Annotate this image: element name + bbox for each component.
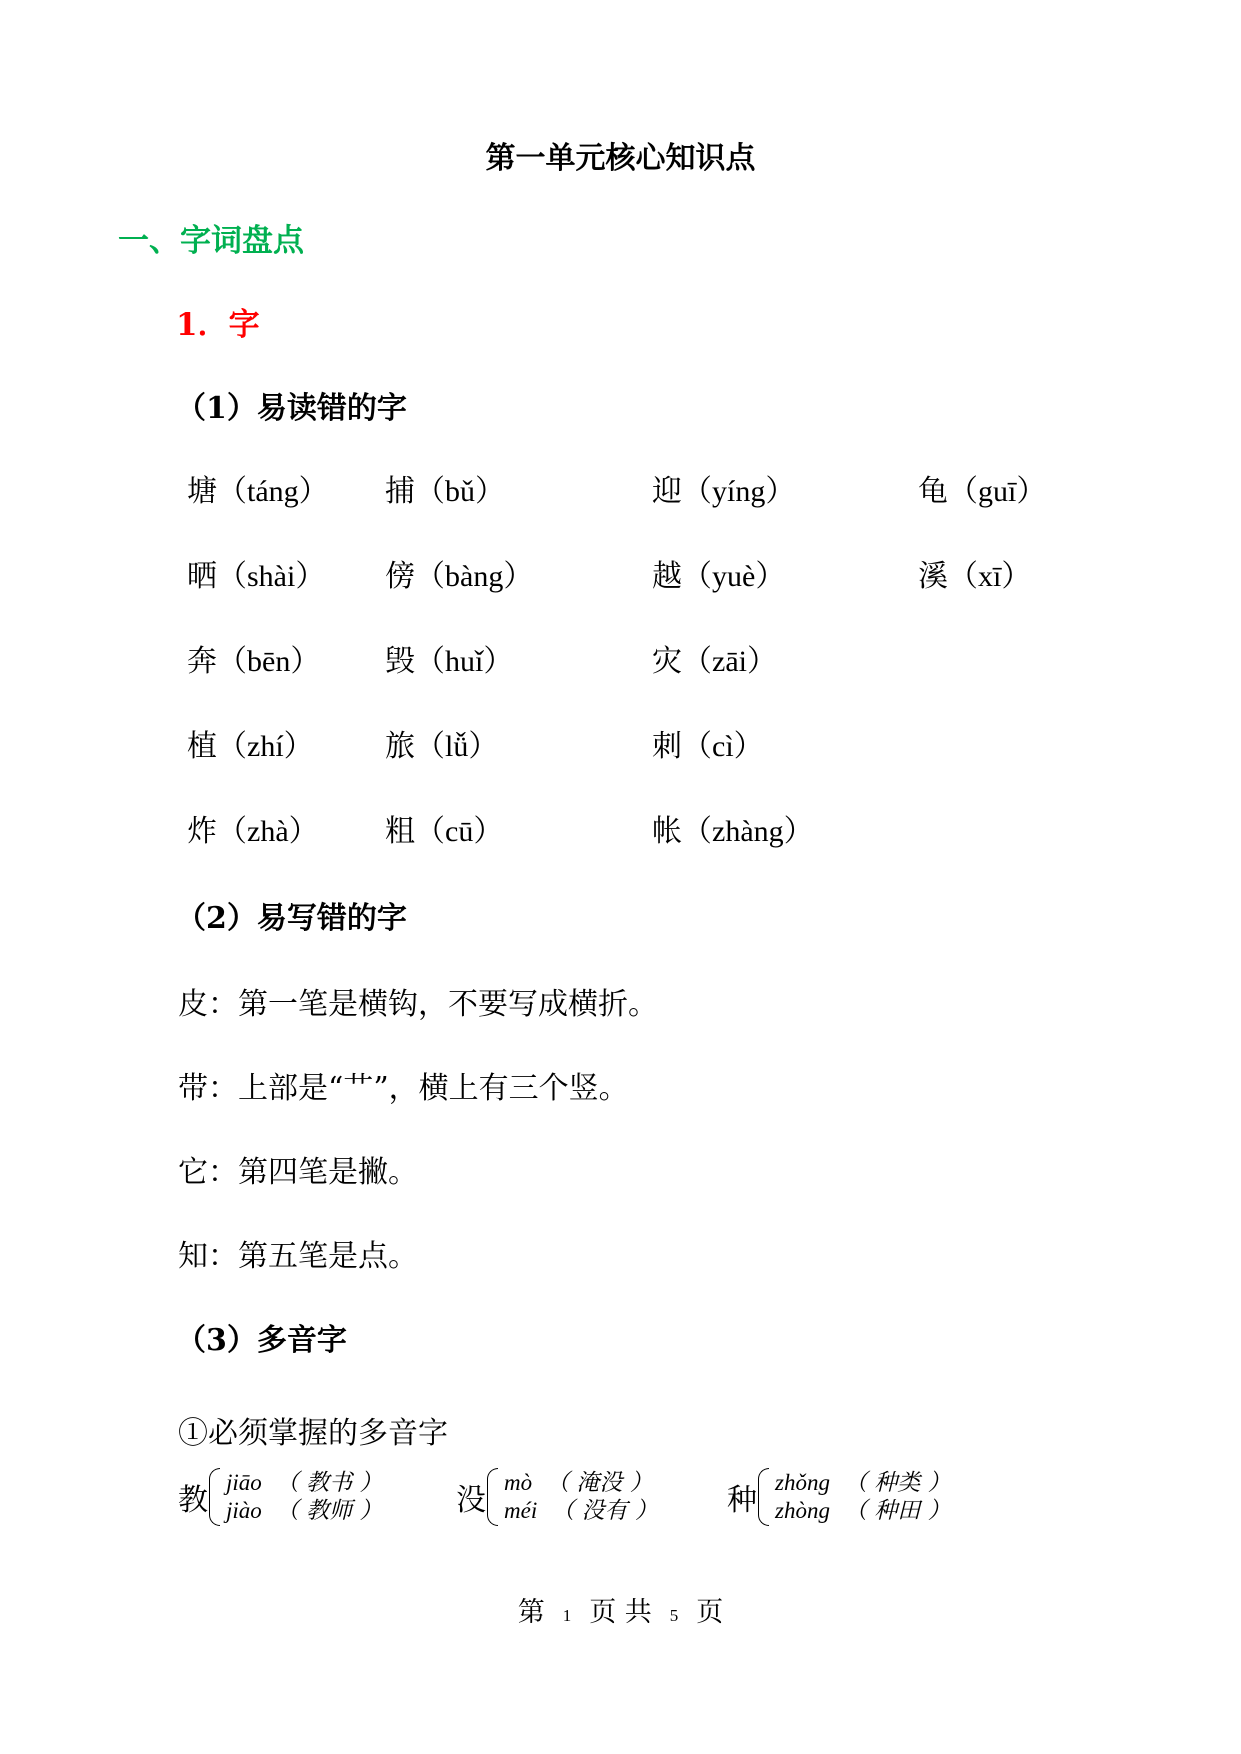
page-total: 5 — [669, 1606, 679, 1625]
writing-rule: 知：第五笔是点。 — [178, 1239, 418, 1274]
polyphone-char: 没 — [456, 1483, 486, 1518]
subsection-heading: 1．字 — [176, 307, 260, 343]
brace-icon — [209, 1468, 220, 1526]
polyphone-entry — [727, 1463, 951, 1531]
part1-heading: （1）易读错的字 — [176, 391, 407, 426]
char-entry: 刺（cì） — [652, 729, 764, 764]
brace-icon — [487, 1468, 498, 1526]
reading-line: mò （ 淹没 ） — [504, 1470, 653, 1496]
page-number: 1 — [562, 1606, 572, 1625]
char-entry: 帐（zhàng） — [652, 814, 814, 849]
char-entry: 炸（zhà） — [187, 814, 319, 849]
reading-line: jiāo （ 教书 ） — [226, 1470, 383, 1496]
page-footer: 第 1 页 共 5 页 — [517, 1597, 724, 1628]
page-title: 第一单元核心知识点 — [485, 141, 756, 176]
reading-line: méi （ 没有 ） — [504, 1498, 658, 1524]
writing-rule: 带：上部是“艹”，横上有三个竖。 — [178, 1071, 629, 1106]
char-entry: 塘（táng） — [187, 474, 329, 509]
char-entry: 奔（bēn） — [187, 644, 321, 679]
polyphone-entry — [456, 1463, 658, 1531]
part2-heading: （2）易写错的字 — [176, 901, 407, 936]
part3-heading: （3）多音字 — [176, 1323, 347, 1358]
char-entry: 越（yuè） — [652, 559, 786, 594]
reading-line: zhòng （ 种田 ） — [775, 1498, 951, 1524]
brace-icon — [758, 1468, 769, 1526]
reading-line: zhǒng （ 种类 ） — [775, 1470, 951, 1496]
char-entry: 旅（lǚ） — [385, 729, 499, 764]
char-entry: 傍（bàng） — [385, 559, 534, 594]
char-entry: 晒（shài） — [187, 559, 326, 594]
char-entry: 毁（huǐ） — [385, 644, 514, 679]
writing-rule: 它：第四笔是撇。 — [178, 1155, 418, 1190]
polyphone-char: 种 — [727, 1483, 757, 1518]
char-entry: 捕（bǔ） — [385, 474, 505, 509]
char-entry: 龟（guī） — [918, 474, 1047, 509]
writing-rule: 皮：第一笔是横钩，不要写成横折。 — [178, 987, 658, 1022]
char-entry: 溪（xī） — [918, 559, 1032, 594]
char-entry: 植（zhí） — [187, 729, 314, 764]
char-entry: 灾（zāi） — [652, 644, 777, 679]
reading-line: jiào （ 教师 ） — [226, 1498, 383, 1524]
polyphone-subheading: ①必须掌握的多音字 — [178, 1416, 448, 1451]
polyphone-char: 教 — [178, 1483, 208, 1518]
char-entry: 粗（cū） — [385, 814, 504, 849]
polyphone-entry — [178, 1463, 382, 1531]
section-heading: 一、字词盘点 — [118, 223, 304, 259]
char-entry: 迎（yíng） — [652, 474, 796, 509]
